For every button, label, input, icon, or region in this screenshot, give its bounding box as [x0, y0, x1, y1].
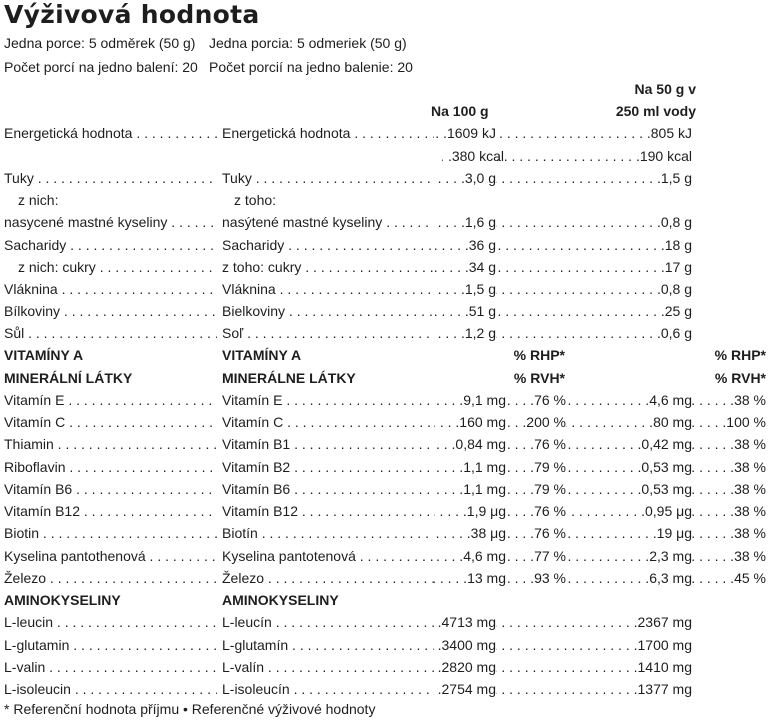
vitamin-cz-label: Biotin . . . [4, 524, 217, 542]
vitamin-sk-label: Železo . . . [222, 569, 434, 587]
vitamin-value-per100 [434, 480, 506, 498]
vitamin-sk-label: Vitamín B1 . . . [222, 435, 434, 453]
vitamin-percent-per50 [692, 458, 766, 476]
value-per100 [434, 302, 496, 320]
vitamins-header-cz-2: MINERÁLNÍ LÁTKY [4, 370, 133, 386]
vitamin-sk-label: Vitamín E . . . [222, 391, 434, 409]
amino-value-per50 [496, 680, 692, 698]
value-per50-text: 0,6 g [660, 325, 692, 341]
vitamin-sk-label: Vitamín C . . . [222, 413, 434, 431]
value-per50-text: 18 g [664, 237, 692, 253]
vitamin-value-per50-text: 80 mg [653, 414, 692, 430]
vitamin-sk-label: Biotín . . . [222, 524, 434, 542]
value-per100-text: 1609 kJ [446, 125, 496, 141]
vitamin-percent-per50 [692, 569, 766, 587]
amino-sk-label: L-leucín . . . [222, 613, 434, 631]
value-per100 [434, 280, 496, 298]
value-per50 [496, 258, 692, 276]
value-per100-text: 1,2 g [464, 325, 496, 341]
nutrient-sk-label: nasýtené mastné kyseliny . . . [222, 213, 434, 231]
vitamin-sk-label: Vitamín B2 . . . [222, 458, 434, 476]
nutrient-cz-label: z nich: [18, 192, 59, 208]
col-header-per100: Na 100 g [431, 103, 489, 119]
value-per100 [434, 236, 496, 254]
vitamin-value-per100 [434, 458, 506, 476]
page-title: Výživová hodnota [4, 0, 260, 29]
nutrient-sk-label: z toho: [234, 192, 277, 208]
value-per100-text: 34 g [468, 259, 496, 275]
vitamin-value-per50 [566, 458, 692, 476]
vitamin-value-per100-text: 0,84 mg [455, 436, 506, 452]
vitamin-percent-per100 [506, 524, 566, 542]
vitamin-value-per50 [566, 524, 692, 542]
value-per50-text: 805 kJ [650, 125, 692, 141]
rvh-header-50: % RVH* [714, 370, 766, 386]
rhp-header-100: % RHP* [513, 347, 565, 363]
vitamin-cz-label: Thiamin . . . [4, 435, 217, 453]
nutrient-cz-label: Sůl . . . [4, 324, 217, 342]
vitamin-percent-per100-text: 93 % [534, 570, 566, 586]
vitamin-cz-label: Riboflavin . . . [4, 458, 217, 476]
footnote: * Referenční hodnota příjmu • Referenčné výživové hodnoty [4, 701, 376, 717]
vitamin-sk-label: Vitamín B6 . . . [222, 480, 434, 498]
value-per50 [496, 124, 692, 142]
vitamin-cz-label: Vitamín B12 . . . [4, 502, 217, 520]
vitamin-percent-per100 [506, 458, 566, 476]
vitamin-percent-per100 [506, 435, 566, 453]
serving-sk: Jedna porcia: 5 odmeriek (50 g) [209, 35, 407, 51]
vitamin-value-per100 [434, 547, 506, 565]
vitamin-value-per50-text: 6,3 mg [649, 570, 692, 586]
vitamin-value-per50-text: 0,42 mg [641, 436, 692, 452]
vitamin-percent-per50 [692, 413, 766, 431]
value-per100-text: 380 kcal [451, 148, 504, 164]
vitamin-value-per100-text: 1,1 mg [463, 459, 506, 475]
value-per50-text: 190 kcal [639, 148, 692, 164]
vitamin-value-per50-text: 0,53 mg [641, 481, 692, 497]
amino-value-per100 [434, 680, 496, 698]
nutrient-cz-label: z nich: cukry . . . [18, 258, 217, 276]
nutrient-sk-label: z toho: cukry . . . [222, 258, 434, 276]
amino-cz-label: L-valin . . . [4, 658, 217, 676]
vitamin-percent-per100 [506, 413, 566, 431]
portions-sk: Počet porcií na jedno balenie: 20 [209, 59, 413, 75]
amino-value-per100 [434, 636, 496, 654]
vitamin-value-per50-text: 4,6 mg [649, 392, 692, 408]
nutrient-cz-label: Vláknina . . . [4, 280, 217, 298]
nutrient-cz-label: Sacharidy . . . [4, 236, 217, 254]
vitamin-value-per100 [434, 502, 506, 520]
vitamin-percent-per50 [692, 502, 766, 520]
vitamin-percent-per100-text: 76 % [534, 436, 566, 452]
rhp-header-50: % RHP* [714, 347, 766, 363]
vitamin-value-per100 [434, 413, 506, 431]
vitamin-sk-label: Kyselina pantotenová . . . [222, 547, 434, 565]
vitamin-value-per50 [566, 502, 692, 520]
value-per100 [442, 147, 504, 165]
value-per100-text: 51 g [468, 303, 496, 319]
vitamin-percent-per100-text: 200 % [526, 414, 566, 430]
amino-value-per50 [496, 613, 692, 631]
value-per50 [496, 236, 692, 254]
nutrient-cz-label: nasycené mastné kyseliny . . . [4, 213, 217, 231]
value-per50-text: 17 g [664, 259, 692, 275]
vitamin-percent-per50 [692, 391, 766, 409]
vitamin-value-per100-text: 1,9 μg [466, 503, 506, 519]
value-per100 [434, 169, 496, 187]
vitamin-cz-label: Vitamín C . . . [4, 413, 217, 431]
vitamin-value-per50 [566, 413, 692, 431]
amino-cz-label: L-glutamin . . . [4, 636, 217, 654]
value-per50-text: 25 g [664, 303, 692, 319]
amino-sk-label: L-valín . . . [222, 658, 434, 676]
vitamin-percent-per50 [692, 547, 766, 565]
nutrient-cz-label: Energetická hodnota . . . [4, 124, 217, 142]
vitamin-percent-per100-text: 79 % [534, 459, 566, 475]
value-per50-text: 0,8 g [660, 281, 692, 297]
col-header-per50-line2: 250 ml vody [615, 103, 696, 119]
vitamin-value-per50 [566, 480, 692, 498]
vitamin-value-per50-text: 19 μg [656, 525, 692, 541]
vitamin-value-per50-text: 2,3 mg [649, 548, 692, 564]
vitamin-cz-label: Kyselina pantothenová . . . [4, 547, 217, 565]
amino-value-per50-text: 2367 mg [637, 614, 692, 630]
vitamins-header-cz-1: VITAMÍNY A [4, 347, 84, 363]
value-per50 [496, 280, 692, 298]
portions-cz: Počet porcí na jedno balení: 20 [4, 59, 198, 75]
vitamin-value-per100-text: 160 mg [459, 414, 506, 430]
vitamin-cz-label: Vitamín B6 . . . [4, 480, 217, 498]
col-header-per50-line1: Na 50 g v [634, 81, 696, 97]
vitamin-percent-per100-text: 79 % [534, 481, 566, 497]
amino-value-per50-text: 1377 mg [637, 681, 692, 697]
nutrient-sk-label: Sacharidy . . . [222, 236, 434, 254]
vitamin-value-per100-text: 4,6 mg [463, 548, 506, 564]
amino-value-per50 [496, 636, 692, 654]
vitamin-percent-per100 [506, 547, 566, 565]
vitamin-percent-per100 [506, 569, 566, 587]
vitamins-header-sk-2: MINERÁLNE LÁTKY [222, 370, 356, 386]
value-per100 [434, 324, 496, 342]
vitamin-percent-per50-text: 38 % [734, 503, 766, 519]
value-per50 [496, 324, 692, 342]
amino-value-per100-text: 3400 mg [441, 637, 496, 653]
vitamin-percent-per50-text: 38 % [734, 392, 766, 408]
vitamin-value-per100-text: 38 μg [470, 525, 506, 541]
value-per100-text: 1,5 g [464, 281, 496, 297]
vitamin-percent-per50 [692, 524, 766, 542]
value-per50-text: 0,8 g [660, 214, 692, 230]
vitamin-percent-per100 [506, 480, 566, 498]
vitamin-value-per50-text: 0,53 mg [641, 459, 692, 475]
vitamin-percent-per50 [692, 480, 766, 498]
vitamin-value-per50 [566, 435, 692, 453]
nutrient-sk-label: Soľ . . . [222, 324, 434, 342]
value-per100 [434, 124, 496, 142]
nutrient-cz-label: Bílkoviny . . . [4, 302, 217, 320]
vitamin-value-per100 [434, 524, 506, 542]
value-per100-text: 1,6 g [464, 214, 496, 230]
nutrient-sk-label: Bielkoviny . . . [222, 302, 434, 320]
amino-value-per100 [434, 658, 496, 676]
amino-value-per50-text: 1700 mg [637, 637, 692, 653]
amino-header-cz: AMINOKYSELINY [4, 592, 121, 608]
amino-value-per50 [496, 658, 692, 676]
vitamin-value-per100-text: 13 mg [467, 570, 506, 586]
amino-value-per100 [434, 613, 496, 631]
vitamin-percent-per100-text: 76 % [534, 525, 566, 541]
value-per50 [496, 169, 692, 187]
vitamin-percent-per50-text: 38 % [734, 481, 766, 497]
amino-cz-label: L-isoleucin . . . [4, 680, 217, 698]
vitamin-percent-per50-text: 45 % [734, 570, 766, 586]
nutrient-cz-label: Tuky . . . [4, 169, 217, 187]
amino-sk-label: L-isoleucín . . . [222, 680, 434, 698]
vitamin-value-per100 [434, 391, 506, 409]
vitamin-value-per50 [566, 569, 692, 587]
value-per100-text: 36 g [468, 237, 496, 253]
amino-value-per100-text: 4713 mg [441, 614, 496, 630]
nutrient-sk-label: Tuky . . . [222, 169, 434, 187]
amino-value-per50-text: 1410 mg [637, 659, 692, 675]
vitamins-header-sk-1: VITAMÍNY A [222, 347, 302, 363]
vitamin-cz-label: Železo . . . [4, 569, 217, 587]
vitamin-percent-per50-text: 38 % [734, 436, 766, 452]
amino-cz-label: L-leucin . . . [4, 613, 217, 631]
vitamin-value-per50 [566, 391, 692, 409]
vitamin-value-per100 [434, 435, 506, 453]
amino-value-per100-text: 2754 mg [441, 681, 496, 697]
value-per50 [496, 147, 692, 165]
vitamin-value-per100 [434, 569, 506, 587]
vitamin-value-per100-text: 1,1 mg [463, 481, 506, 497]
vitamin-sk-label: Vitamín B12 . . . [222, 502, 434, 520]
nutrient-sk-label: Energetická hodnota . . . [222, 124, 434, 142]
value-per100 [434, 258, 496, 276]
vitamin-percent-per100-text: 76 % [534, 503, 566, 519]
vitamin-percent-per50-text: 38 % [734, 548, 766, 564]
rvh-header-100: % RVH* [513, 370, 565, 386]
serving-cz: Jedna porce: 5 odměrek (50 g) [4, 35, 196, 51]
value-per50-text: 1,5 g [660, 170, 692, 186]
vitamin-percent-per100 [506, 502, 566, 520]
vitamin-value-per50 [566, 547, 692, 565]
value-per50 [496, 302, 692, 320]
vitamin-cz-label: Vitamín E . . . [4, 391, 217, 409]
vitamin-value-per100-text: 9,1 mg [463, 392, 506, 408]
value-per50 [496, 213, 692, 231]
amino-value-per100-text: 2820 mg [441, 659, 496, 675]
amino-header-sk: AMINOKYSELINY [222, 592, 339, 608]
vitamin-percent-per100 [506, 391, 566, 409]
value-per100 [434, 213, 496, 231]
vitamin-percent-per50-text: 38 % [734, 525, 766, 541]
vitamin-percent-per50-text: 100 % [726, 414, 766, 430]
vitamin-percent-per100-text: 77 % [534, 548, 566, 564]
vitamin-percent-per50-text: 38 % [734, 459, 766, 475]
nutrient-sk-label: Vláknina . . . [222, 280, 434, 298]
amino-sk-label: L-glutamín . . . [222, 636, 434, 654]
value-per100-text: 3,0 g [464, 170, 496, 186]
vitamin-percent-per50 [692, 435, 766, 453]
vitamin-value-per50-text: 0,95 μg [645, 503, 692, 519]
vitamin-percent-per100-text: 76 % [534, 392, 566, 408]
